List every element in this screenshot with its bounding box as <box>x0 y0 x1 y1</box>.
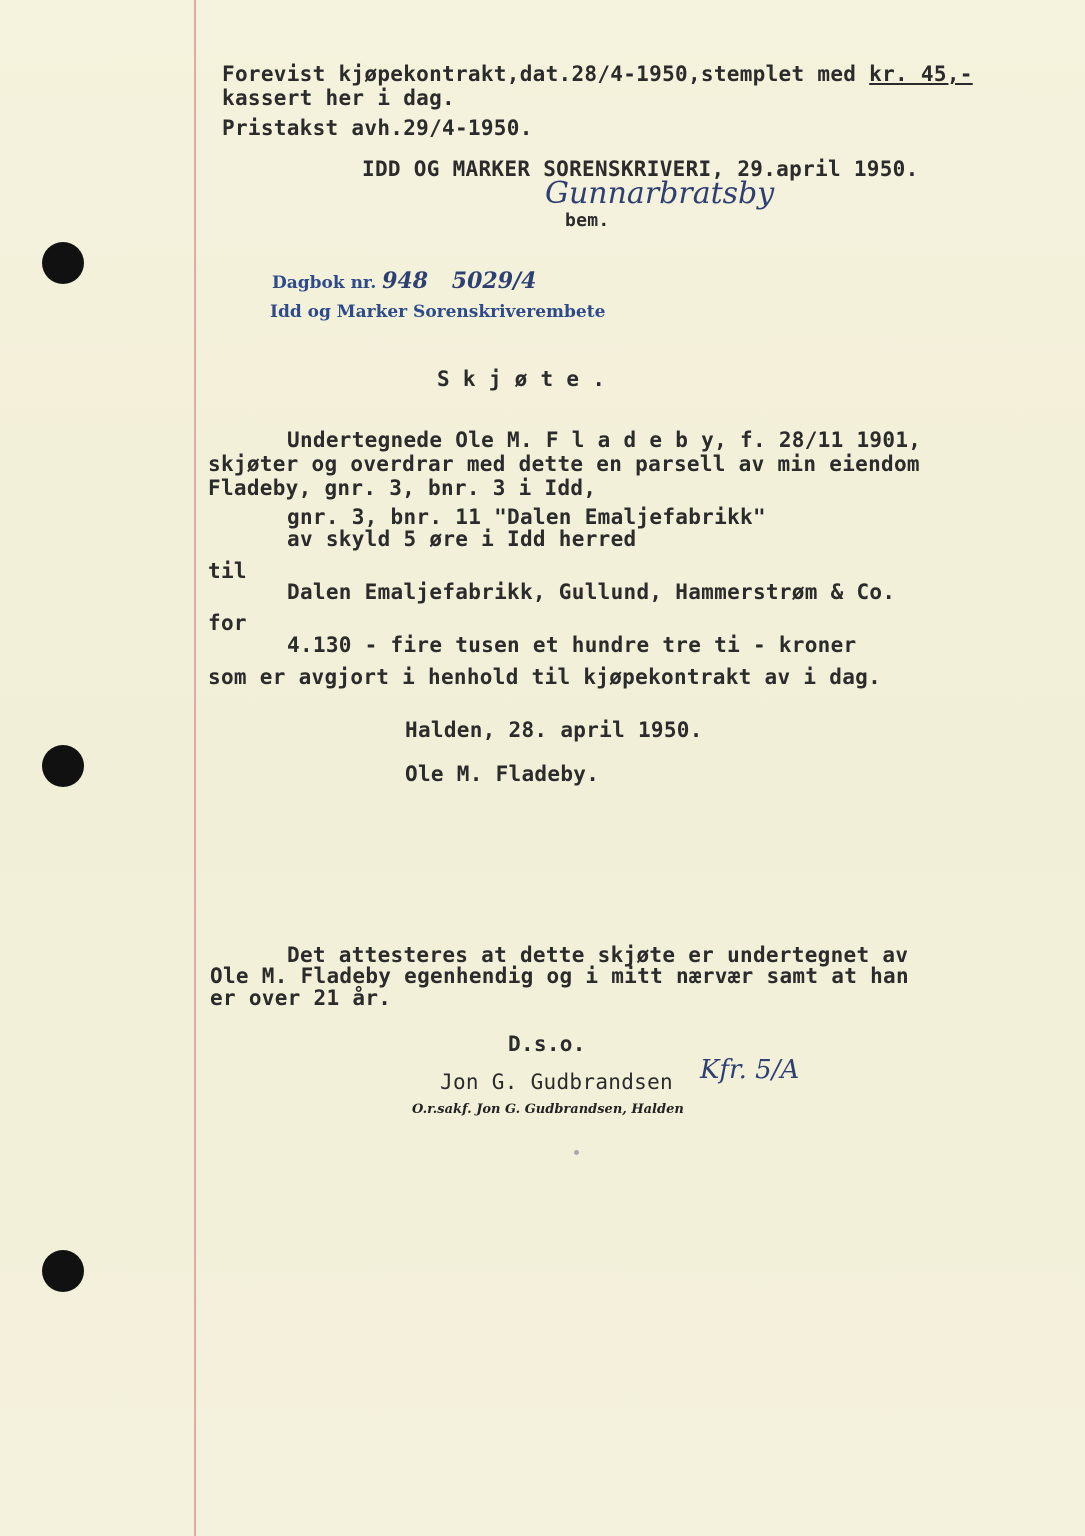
deed-para-line-3: Fladeby, gnr. 3, bnr. 3 i Idd, <box>208 476 597 500</box>
dagbok-label: Dagbok nr. <box>272 273 377 293</box>
til-label: til <box>208 559 247 583</box>
stamp-year: 50 <box>451 268 483 294</box>
speck <box>574 1150 579 1155</box>
attestation-line-2: Ole M. Fladeby egenhendig og i mitt nærvær samt at han <box>210 964 909 988</box>
punch-hole <box>42 242 84 284</box>
journal-stamp-line-1 <box>272 268 536 294</box>
amount-line: 4.130 - fire tusen et hundre tre ti - kroner <box>287 633 857 657</box>
deed-para-line-2: skjøter og overdrar med dette en parsell av min eiendom <box>208 452 920 476</box>
journal-stamp-office: Idd og Marker Sorenskriverembete <box>270 302 606 322</box>
buyer-line: Dalen Emaljefabrikk, Gullund, Hammerstrøm & Co. <box>287 580 896 604</box>
header-line-2: kassert her i dag. <box>222 86 455 110</box>
for-label: for <box>208 611 247 635</box>
fee-amount: kr. 45,- <box>869 62 973 86</box>
bem-label: bem. <box>565 210 610 231</box>
deed-signer: Ole M. Fladeby. <box>405 762 600 786</box>
deed-title: S k j ø t e . <box>437 367 606 391</box>
header-line-3: Pristakst avh.29/4-1950. <box>222 116 533 140</box>
attestation-line-3: er over 21 år. <box>210 986 392 1010</box>
margin-rule <box>194 0 196 1536</box>
witness-name: Jon G. Gudbrandsen <box>440 1070 673 1094</box>
initials-mark: Kfr. 5/A <box>700 1055 800 1085</box>
settled-line: som er avgjort i henhold til kjøpekontrakt av i dag. <box>208 665 882 689</box>
property-line-2: av skyld 5 øre i Idd herred <box>287 527 637 551</box>
dagbok-number: 948 <box>382 268 429 294</box>
stamp-date: 29/4 <box>482 268 537 294</box>
header-line-1-text: Forevist kjøpekontrakt,dat.28/4-1950,stemplet med <box>222 62 870 86</box>
property-line-1: gnr. 3, bnr. 11 "Dalen Emaljefabrikk" <box>287 505 766 529</box>
header-line-1 <box>222 62 973 86</box>
attestation-line-1: Det attesteres at dette skjøte er undertegnet av <box>287 943 909 967</box>
deed-para-line-1: Undertegnede Ole M. F l a d e b y, f. 28/11 1901, <box>287 428 922 452</box>
registrar-signature: Gunnarbratsby <box>545 176 775 211</box>
place-date: Halden, 28. april 1950. <box>405 718 703 742</box>
office-line: IDD OG MARKER SORENSKRIVERI, 29.april 1950. <box>362 157 919 181</box>
punch-hole <box>42 1250 84 1292</box>
dso-label: D.s.o. <box>508 1032 586 1056</box>
punch-hole <box>42 745 84 787</box>
witness-stamp: O.r.sakf. Jon G. Gudbrandsen, Halden <box>412 1102 684 1117</box>
